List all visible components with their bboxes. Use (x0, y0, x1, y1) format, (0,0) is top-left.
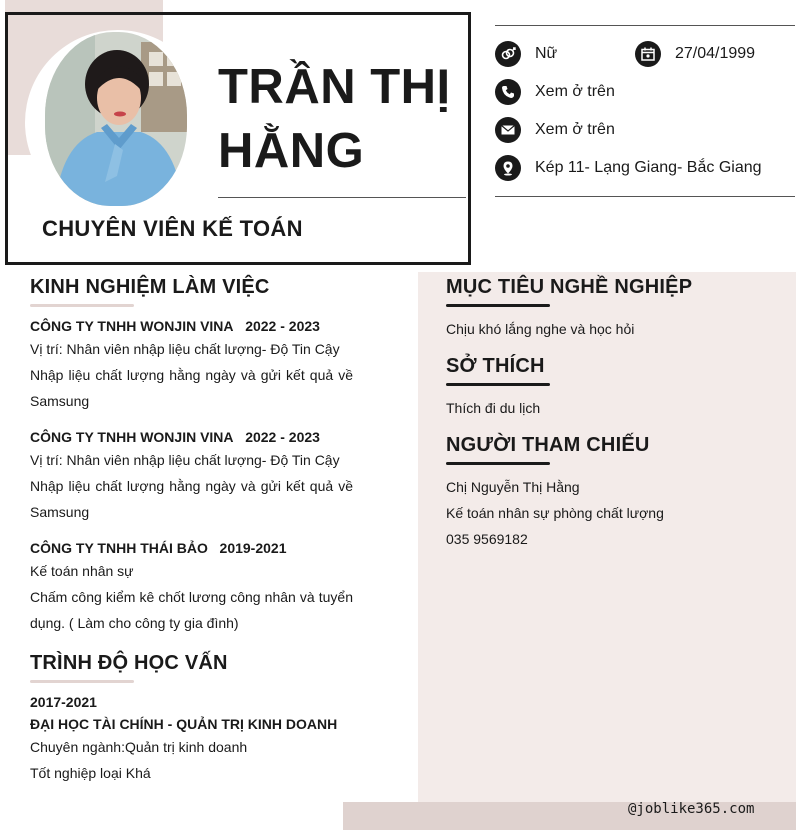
reference-name: Chị Nguyễn Thị Hằng (446, 479, 580, 495)
name-line-1: TRẦN THỊ (218, 60, 451, 114)
school-name: ĐẠI HỌC TÀI CHÍNH - QUẢN TRỊ KINH DOANH (30, 716, 338, 732)
gender-value: Nữ (535, 45, 558, 62)
phone-value: Xem ở trên (535, 83, 615, 100)
company-name: CÔNG TY TNHH WONJIN VINA (30, 429, 234, 445)
job-position: Vị trí: Nhân viên nhập liệu chất lượng- Độ Tin Cậy (30, 452, 340, 468)
objective-underline (446, 304, 550, 307)
address-value: Kép 11- Lạng Giang- Bắc Giang (535, 159, 762, 176)
hobbies-title: SỞ THÍCH (446, 355, 545, 377)
location-icon (495, 155, 521, 181)
email-value: Xem ở trên (535, 121, 615, 138)
reference-details (446, 474, 664, 552)
job-description: Nhập liệu chất lượng hằng ngày và gửi kết quả về Samsung (30, 478, 353, 520)
job-period: 2022 - 2023 (245, 318, 320, 334)
experience-underline (30, 304, 134, 307)
reference-title: NGƯỜI THAM CHIẾU (446, 434, 650, 456)
phone-icon (495, 79, 521, 105)
candidate-name (218, 55, 463, 183)
avatar-photo (45, 32, 187, 206)
job-description: Nhập liệu chất lượng hằng ngày và gửi kết quả về Samsung (30, 367, 353, 409)
footer-watermark: @joblike365.com (628, 801, 755, 817)
experience-title: KINH NGHIỆM LÀM VIỆC (30, 276, 270, 298)
hobbies-text: Thích đi du lịch (446, 400, 541, 416)
experience-entry (30, 540, 353, 636)
experience-entry (30, 318, 353, 414)
education-grade: Tốt nghiệp loại Khá (30, 765, 151, 781)
name-divider (218, 197, 466, 198)
education-underline (30, 680, 134, 683)
job-title: CHUYÊN VIÊN KẾ TOÁN (42, 216, 303, 241)
avatar (45, 32, 187, 206)
objective-title: MỤC TIÊU NGHỀ NGHIỆP (446, 276, 693, 298)
calendar-icon (635, 41, 661, 67)
reference-role: Kế toán nhân sự phòng chất lượng (446, 505, 664, 521)
job-period: 2022 - 2023 (245, 429, 320, 445)
company-heading (30, 318, 353, 334)
education-period: 2017-2021 (30, 694, 97, 710)
experience-entry (30, 429, 353, 525)
birthday-value: 27/04/1999 (675, 45, 756, 62)
job-position: Kế toán nhân sự (30, 563, 134, 579)
company-heading (30, 429, 353, 445)
reference-underline (446, 462, 550, 465)
contact-bottom-divider (495, 196, 795, 197)
education-entry (30, 694, 337, 786)
objective-text: Chịu khó lắng nghe và học hỏi (446, 321, 635, 337)
company-heading (30, 540, 353, 556)
name-line-2: HẰNG (218, 124, 365, 178)
gender-icon (495, 41, 521, 67)
education-major: Chuyên ngành:Quản trị kinh doanh (30, 739, 248, 755)
reference-phone: 035 9569182 (446, 531, 528, 547)
job-description: Chấm công kiểm kê chốt lương công nhân và tuyển dụng. ( Làm cho công ty gia đình) (30, 589, 353, 631)
company-name: CÔNG TY TNHH WONJIN VINA (30, 318, 234, 334)
company-name: CÔNG TY TNHH THÁI BẢO (30, 540, 208, 556)
education-title: TRÌNH ĐỘ HỌC VẤN (30, 652, 228, 674)
email-icon (495, 117, 521, 143)
contact-top-divider (495, 25, 795, 26)
job-position: Vị trí: Nhân viên nhập liệu chất lượng- Độ Tin Cậy (30, 341, 340, 357)
hobbies-underline (446, 383, 550, 386)
job-period: 2019-2021 (219, 540, 287, 556)
